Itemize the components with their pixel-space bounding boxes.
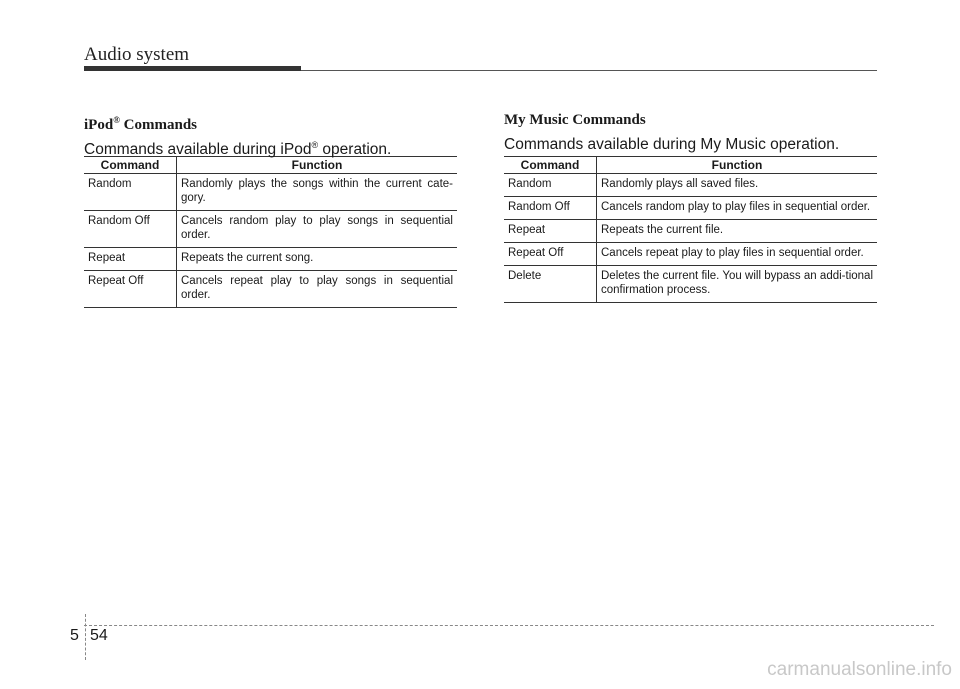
ipod-sub-prefix: Commands available during iPod — [84, 141, 312, 159]
ipod-commands-table — [84, 156, 457, 308]
function-cell: Randomly plays the songs within the current cate-gory. — [177, 174, 458, 211]
function-cell: Cancels repeat play to play songs in sequential order. — [177, 271, 458, 308]
table-row — [84, 248, 457, 271]
table-row — [84, 211, 457, 248]
table-header-row — [504, 157, 877, 174]
table-row — [504, 266, 877, 303]
function-cell: Repeats the current song. — [177, 248, 458, 271]
ipod-section-subtitle — [84, 134, 457, 159]
header-rule-thick — [84, 66, 301, 71]
ipod-title-sup: ® — [113, 115, 120, 125]
function-cell: Cancels repeat play to play files in sequential order. — [597, 243, 878, 266]
chapter-number: 5 — [70, 627, 79, 644]
footer-vertical-divider — [85, 614, 86, 660]
table-row — [84, 174, 457, 211]
ipod-commands-section — [84, 110, 457, 308]
mymusic-section-subtitle: Commands available during My Music operation. — [504, 136, 840, 153]
ipod-title-suffix: Commands — [119, 117, 198, 133]
command-cell: Repeat — [84, 248, 177, 271]
column-header-function: Function — [597, 157, 878, 174]
ipod-sub-suffix: operation. — [318, 141, 392, 159]
header-rule-thin — [301, 70, 877, 71]
command-cell: Repeat — [504, 220, 597, 243]
ipod-section-title — [84, 110, 457, 133]
table-row — [84, 271, 457, 308]
table-row — [504, 220, 877, 243]
footer-dashed-rule — [84, 625, 934, 626]
command-cell: Repeat Off — [84, 271, 177, 308]
ipod-title-text: iPod — [84, 117, 114, 133]
command-cell: Delete — [504, 266, 597, 303]
column-header-command: Command — [504, 157, 597, 174]
command-cell: Random Off — [84, 211, 177, 248]
column-header-command: Command — [84, 157, 177, 174]
function-cell: Deletes the current file. You will bypass an addi-tional confirmation process. — [597, 266, 878, 303]
page-number: 54 — [90, 627, 108, 644]
column-header-function: Function — [177, 157, 458, 174]
function-cell: Cancels random play to play files in sequential order. — [597, 197, 878, 220]
mymusic-section-title: My Music Commands — [504, 112, 646, 128]
watermark-text: carmanualsonline.info — [767, 659, 952, 680]
table-row — [504, 174, 877, 197]
function-cell: Randomly plays all saved files. — [597, 174, 878, 197]
command-cell: Random — [504, 174, 597, 197]
page-header-title: Audio system — [84, 44, 190, 65]
table-header-row — [84, 157, 457, 174]
mymusic-commands-section — [504, 110, 877, 303]
function-cell: Repeats the current file. — [597, 220, 878, 243]
command-cell: Repeat Off — [504, 243, 597, 266]
command-cell: Random Off — [504, 197, 597, 220]
ipod-sub-sup: ® — [311, 140, 319, 150]
function-cell: Cancels random play to play songs in sequential order. — [177, 211, 458, 248]
mymusic-commands-table — [504, 156, 877, 303]
command-cell: Random — [84, 174, 177, 211]
table-row — [504, 197, 877, 220]
table-row — [504, 243, 877, 266]
